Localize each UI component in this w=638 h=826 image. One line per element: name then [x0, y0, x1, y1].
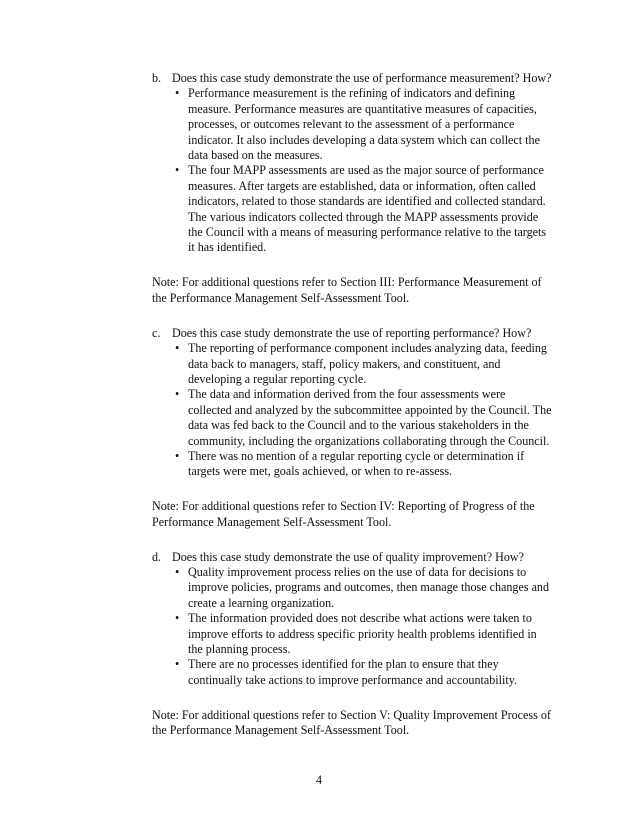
bullet-icon: • — [175, 387, 180, 402]
bullet-text: The information provided does not describe what actions were taken to improve efforts to address specific priority health problems identified in the planning process. — [188, 611, 537, 656]
bullet-text: Performance measurement is the refining of indicators and defining measure. Performance measures are quantitative measures of capacities, processes, or outcomes relevant to the assessment of a performance indicator. It also includes developing a data system which can collect the data based on the measures. — [188, 86, 540, 163]
section-b — [152, 71, 552, 256]
note-d: Note: For additional questions refer to Section V: Quality Improvement Process of the Performance Management Self-Assessment Tool. — [152, 707, 551, 738]
list-item — [172, 86, 552, 163]
bullet-list — [152, 565, 552, 688]
list-item — [172, 657, 552, 688]
section-c — [152, 326, 552, 480]
note-b: Note: For additional questions refer to Section III: Performance Measurement of the Performance Management Self-Assessment Tool. — [152, 275, 542, 305]
bullet-icon: • — [175, 564, 180, 579]
section-d — [152, 550, 552, 689]
bullet-text: There are no processes identified for the plan to ensure that they continually take actions to improve performance and accountability. — [188, 657, 517, 687]
question-letter: b. — [152, 71, 162, 85]
bullet-text: The four MAPP assessments are used as the major source of performance measures. After targets are established, data or information, often called indicators, related to those standards are identified and collected standard. The various indicators collected through the MAPP assessments provide the Council with a means of measuring performance relative to the targets it has identified. — [188, 163, 547, 255]
list-item — [172, 387, 552, 449]
question-d — [152, 550, 552, 565]
page-content — [152, 71, 552, 758]
list-item — [172, 611, 552, 657]
question-b — [152, 71, 552, 86]
bullet-text: The reporting of performance component includes analyzing data, feeding data back to managers, staff, policy makers, and constituent, and developing a regular reporting cycle. — [188, 341, 547, 386]
bullet-icon: • — [175, 163, 180, 178]
page-number: 4 — [315, 773, 323, 787]
list-item — [172, 449, 552, 480]
question-text: Does this case study demonstrate the use of performance measurement? How? — [172, 71, 552, 85]
question-text: Does this case study demonstrate the use of quality improvement? How? — [172, 549, 524, 564]
list-item — [172, 341, 552, 387]
bullet-icon: • — [175, 611, 180, 626]
bullet-text: The data and information derived from the four assessments were collected and analyzed by the subcommittee appointed by the Council. The data was fed back to the Council and to the various stakeholders in the community, including the organizations collaborating through the Council. — [188, 387, 552, 448]
bullet-text: Quality improvement process relies on the use of data for decisions to improve policies, programs and outcomes, then manage those changes and create a learning organization. — [188, 564, 550, 610]
list-item — [172, 163, 552, 255]
question-letter: d. — [152, 549, 162, 564]
bullet-icon: • — [175, 657, 180, 672]
question-c — [152, 326, 552, 341]
question-text: Does this case study demonstrate the use of reporting performance? How? — [172, 325, 532, 340]
bullet-icon: • — [175, 341, 180, 356]
bullet-list — [152, 341, 552, 480]
bullet-icon: • — [175, 86, 180, 101]
list-item — [172, 565, 552, 611]
bullet-text: There was no mention of a regular reporting cycle or determination if targets were met, goals achieved, or when to re-assess. — [188, 448, 525, 479]
question-letter: c. — [152, 325, 161, 340]
bullet-list — [152, 86, 552, 255]
note-c: Note: For additional questions refer to Section IV: Reporting of Progress of the Performance Management Self-Assessment Tool. — [152, 499, 535, 529]
bullet-icon: • — [175, 448, 180, 463]
